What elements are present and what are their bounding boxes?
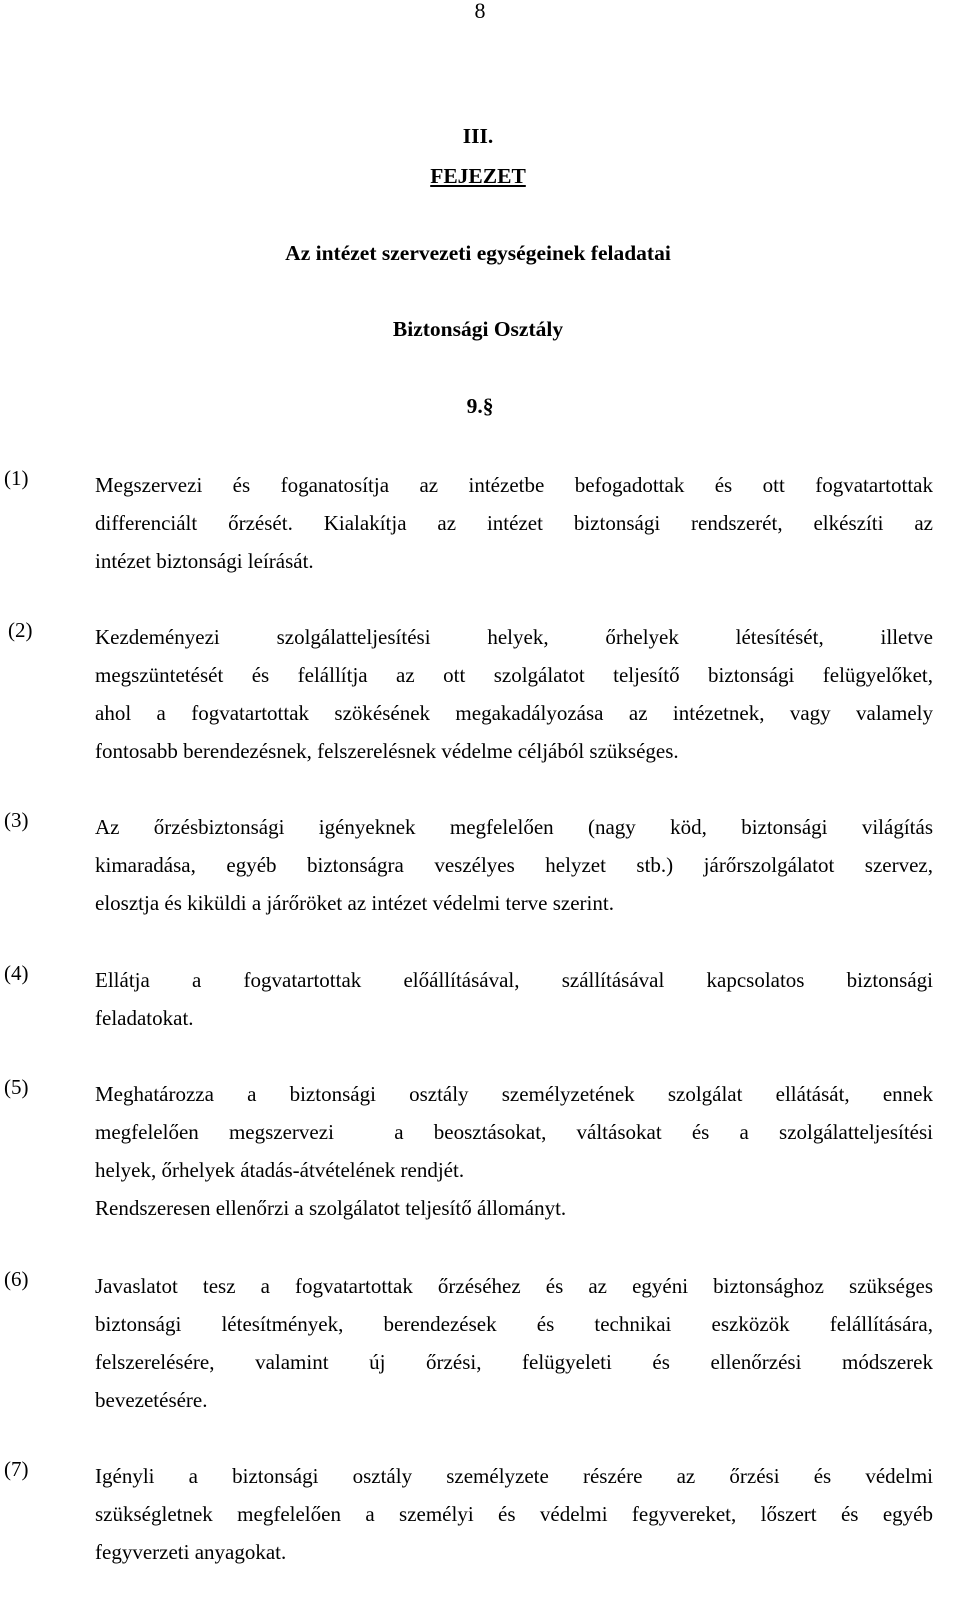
department-title: Biztonsági Osztály [392, 317, 564, 341]
paragraph-line: feladatokat. [95, 1006, 194, 1030]
paragraph-line: ahol a fogvatartottak szökésének megakadályozása az intézetnek, vagy valamely [95, 701, 933, 725]
paragraph-line: Az őrzésbiztonsági igényeknek megfelelően (nagy köd, biztonsági világítás [95, 815, 933, 839]
paragraph-line: megszüntetését és felállítja az ott szolgálatot teljesítő biztonsági felügyelőket, [95, 663, 933, 687]
paragraph-line: Ellátja a fogvatartottak előállításával, szállításával kapcsolatos biztonsági [95, 968, 933, 992]
section-title: Az intézet szervezeti egységeinek feladatai [285, 241, 671, 265]
chapter-number: III. [462, 124, 494, 148]
paragraph-line: Megszervezi és foganatosítja az intézetbe befogadottak és ott fogvatartottak [95, 473, 933, 497]
paragraph-number: (5) [4, 1075, 29, 1099]
chapter-heading: FEJEZET [430, 164, 526, 188]
paragraph-line: megfelelően megszervezi a beosztásokat, váltásokat és a szolgálatteljesítési [95, 1120, 933, 1144]
paragraph-line: Kezdeményezi szolgálatteljesítési helyek, őrhelyek létesítését, illetve [95, 625, 933, 649]
paragraph-number: (3) [4, 808, 29, 832]
paragraph-number: (7) [4, 1457, 29, 1481]
paragraph-line: fontosabb berendezésnek, felszerelésnek védelme céljából szükséges. [95, 739, 679, 763]
paragraph-line: Rendszeresen ellenőrzi a szolgálatot teljesítő állományt. [95, 1196, 567, 1220]
paragraph-line: felszerelésére, valamint új őrzési, felügyeleti és ellenőrzési módszerek [95, 1350, 933, 1374]
paragraph-number: (2) [8, 618, 33, 642]
page-number: 8 [474, 0, 486, 23]
paragraph-number: (1) [4, 466, 29, 490]
paragraph-line: helyek, őrhelyek átadás-átvételének rendjét. [95, 1158, 465, 1182]
paragraph-line: biztonsági létesítmények, berendezések és technikai eszközök felállítására, [95, 1312, 933, 1336]
paragraph-line: Igényli a biztonsági osztály személyzete részére az őrzési és védelmi [95, 1464, 933, 1488]
paragraph-line: bevezetésére. [95, 1388, 208, 1412]
paragraph-line: Javaslatot tesz a fogvatartottak őrzéséhez és az egyéni biztonsághoz szükséges [95, 1274, 933, 1298]
paragraph-line: Meghatározza a biztonsági osztály személyzetének szolgálat ellátását, ennek [95, 1082, 933, 1106]
paragraph-line: intézet biztonsági leírását. [95, 549, 314, 573]
paragraph-number: (6) [4, 1267, 29, 1291]
paragraph-number: (4) [4, 961, 29, 985]
paragraph-line: elosztja és kiküldi a járőröket az intézet védelmi terve szerint. [95, 891, 614, 915]
paragraph-line: kimaradása, egyéb biztonságra veszélyes helyzet stb.) járőrszolgálatot szervez, [95, 853, 933, 877]
paragraph-sign: 9.§ [466, 394, 494, 418]
paragraph-line: differenciált őrzését. Kialakítja az intézet biztonsági rendszerét, elkészíti az [95, 511, 933, 535]
paragraph-line: szükségletnek megfelelően a személyi és védelmi fegyvereket, lőszert és egyéb [95, 1502, 933, 1526]
paragraph-line: fegyverzeti anyagokat. [95, 1540, 287, 1564]
